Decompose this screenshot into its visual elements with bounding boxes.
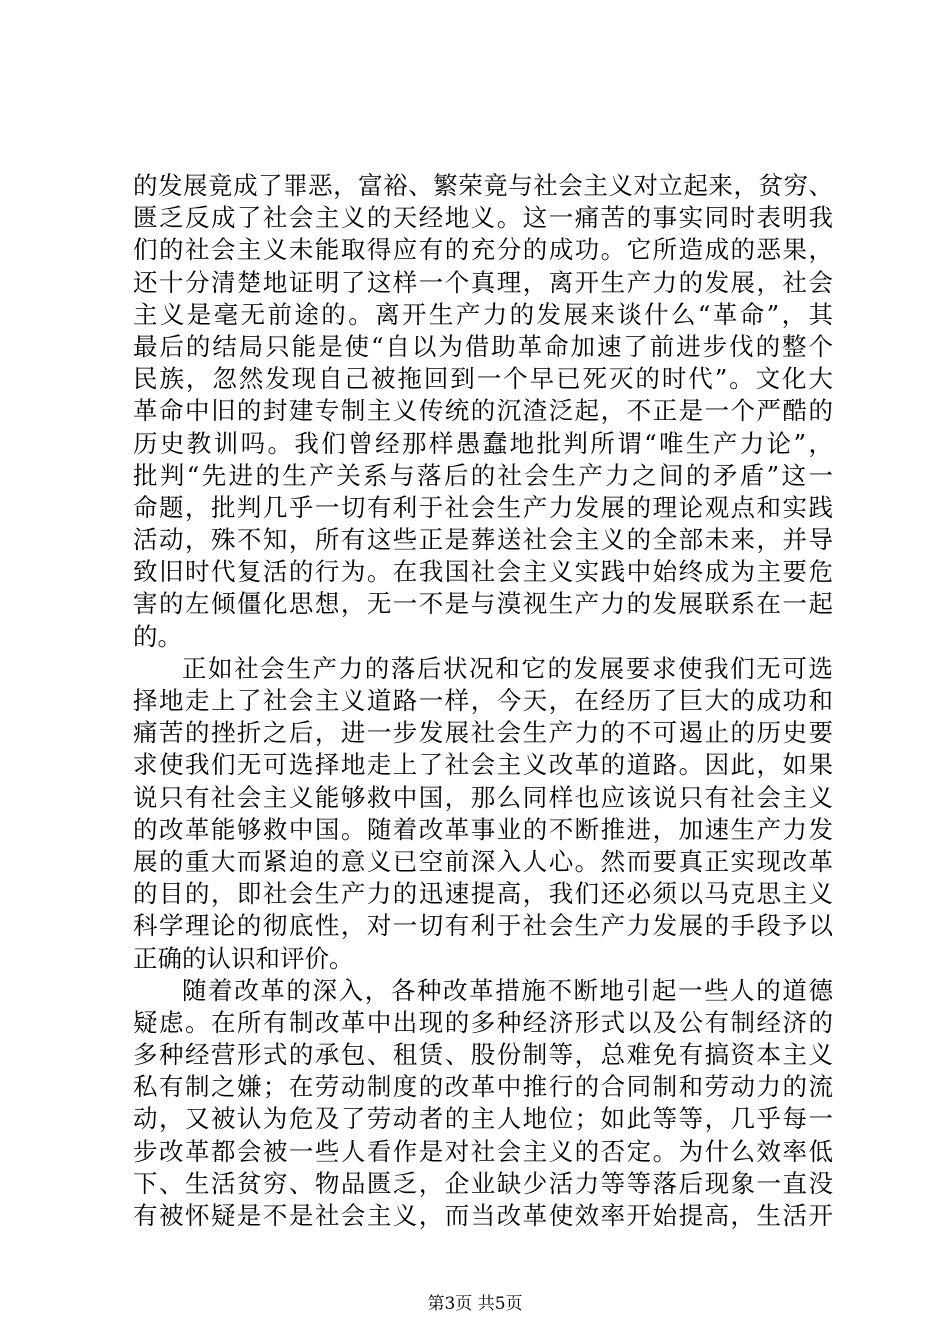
text-line: 步改革都会被一些人看作是对社会主义的否定。为什么效率低	[133, 1136, 833, 1166]
text-line: 致旧时代复活的行为。在我国社会主义实践中始终成为主要危	[133, 557, 833, 587]
text-line: 活动，殊不知，所有这些正是葬送社会主义的全部未来，并导	[133, 525, 833, 555]
text-line: 多种经营形式的承包、租赁、股份制等，总难免有搞资本主义	[133, 1040, 833, 1070]
page-number-footer: 第3页 共5页	[427, 1294, 523, 1314]
text-line: 最后的结局只能是使“自以为借助革命加速了前进步伐的整个	[133, 331, 833, 361]
text-line: 的目的，即社会生产力的迅速提高，我们还必须以马克思主义	[133, 879, 833, 909]
text-line: 还十分清楚地证明了这样一个真理，离开生产力的发展，社会	[133, 267, 833, 297]
text-line: 民族，忽然发现自己被拖回到一个早已死灭的时代”。文化大	[133, 364, 833, 394]
text-line: 批判“先进的生产关系与落后的社会生产力之间的矛盾”这一	[133, 460, 833, 490]
text-line: 历史教训吗。我们曾经那样愚蠢地批判所谓“唯生产力论”，	[133, 428, 833, 458]
text-line: 的改革能够救中国。随着改革事业的不断推进，加速生产力发	[133, 814, 833, 844]
text-line: 害的左倾僵化思想，无一不是与漠视生产力的发展联系在一起	[133, 589, 833, 619]
text-line: 命题，批判几乎一切有利于社会生产力发展的理论观点和实践	[133, 492, 833, 522]
text-line: 说只有社会主义能够救中国，那么同样也应该说只有社会主义	[133, 782, 833, 812]
body-text	[133, 170, 833, 1232]
text-line: 下、生活贫穷、物品匮乏，企业缺少活力等等落后现象一直没	[133, 1168, 833, 1198]
text-line: 们的社会主义未能取得应有的充分的成功。它所造成的恶果，	[133, 235, 833, 265]
text-line: 求使我们无可选择地走上了社会主义改革的道路。因此，如果	[133, 750, 833, 780]
text-line: 有被怀疑是不是社会主义，而当改革使效率开始提高，生活开	[133, 1201, 833, 1230]
paragraph-start-line: 随着改革的深入，各种改革措施不断地引起一些人的道德	[182, 975, 833, 1005]
paragraph-start-line: 正如社会生产力的落后状况和它的发展要求使我们无可选	[182, 653, 833, 683]
text-line: 匮乏反成了社会主义的天经地义。这一痛苦的事实同时表明我	[133, 203, 833, 233]
text-line: 私有制之嫌；在劳动制度的改革中推行的合同制和劳动力的流	[133, 1072, 833, 1102]
text-line: 主义是毫无前途的。离开生产力的发展来谈什么“革命”，其	[133, 299, 833, 329]
text-line: 动，又被认为危及了劳动者的主人地位；如此等等，几乎每一	[133, 1104, 833, 1134]
text-line: 的发展竟成了罪恶，富裕、繁荣竟与社会主义对立起来，贫穷、	[133, 171, 833, 200]
text-line: 展的重大而紧迫的意义已空前深入人心。然而要真正实现改革	[133, 846, 833, 876]
text-line: 革命中旧的封建专制主义传统的沉渣泛起，不正是一个严酷的	[133, 396, 833, 426]
text-line: 科学理论的彻底性，对一切有利于社会生产力发展的手段予以	[133, 911, 833, 941]
text-line: 正确的认识和评价。	[133, 943, 354, 973]
text-line: 的。	[133, 621, 182, 651]
text-line: 痛苦的挫折之后，进一步发展社会生产力的不可遏止的历史要	[133, 718, 833, 748]
text-line: 疑虑。在所有制改革中出现的多种经济形式以及公有制经济的	[133, 1007, 833, 1037]
text-line: 择地走上了社会主义道路一样，今天，在经历了巨大的成功和	[133, 686, 833, 715]
